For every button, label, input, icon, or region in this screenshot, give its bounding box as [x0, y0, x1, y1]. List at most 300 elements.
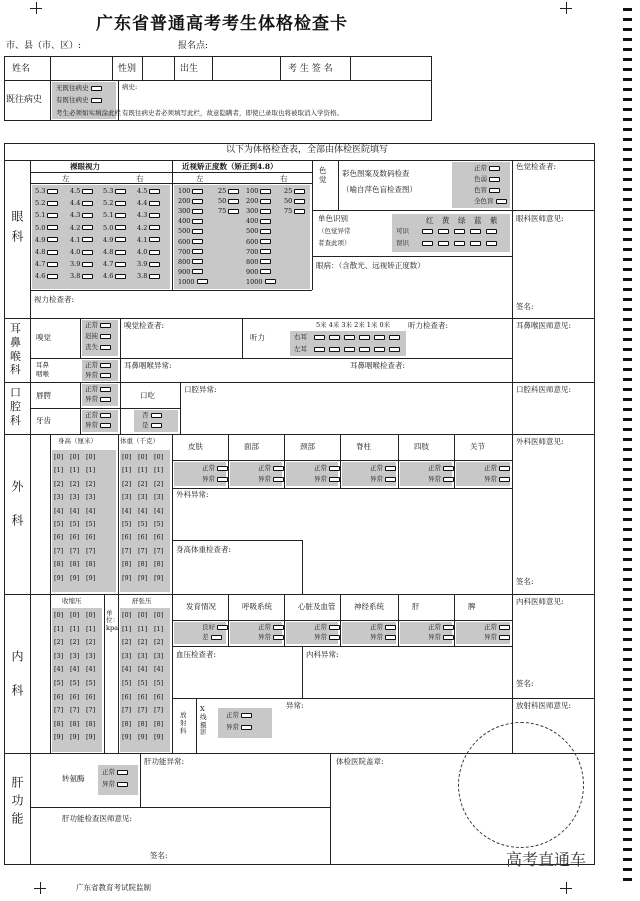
- diopter-left-option[interactable]: 500: [178, 228, 203, 235]
- systolic-digit[interactable]: [8]: [86, 719, 96, 728]
- oral-section-label: 口腔科: [10, 386, 21, 427]
- internal-option[interactable]: 异常: [428, 634, 454, 641]
- colour-vision-option[interactable]: 色盲: [474, 187, 500, 194]
- timing-mark: [623, 268, 632, 271]
- height-digit[interactable]: [4]: [86, 506, 96, 515]
- diastolic-digit[interactable]: [3]: [138, 651, 148, 660]
- weight-digit[interactable]: [5]: [138, 520, 148, 528]
- surgery-normal-option[interactable]: 正常: [202, 465, 228, 472]
- hearing-bubble[interactable]: [342, 334, 355, 341]
- diopter-right-fraction[interactable]: 50: [284, 198, 305, 205]
- surgery-normal-option[interactable]: 正常: [428, 465, 454, 472]
- internal-option[interactable]: 正常: [258, 624, 284, 631]
- weight-digit[interactable]: [6]: [138, 533, 148, 542]
- systolic-digit[interactable]: [5]: [70, 679, 80, 687]
- hearing-bubble[interactable]: [327, 346, 340, 353]
- hearing-bubble[interactable]: [372, 346, 385, 353]
- acuity-right-option[interactable]: 5.0: [103, 225, 126, 232]
- timing-mark: [623, 298, 632, 301]
- footer-label: 广东省教育考试院监制: [76, 883, 151, 892]
- acuity-left-option[interactable]: 4.9: [35, 237, 58, 244]
- alt-abnormal[interactable]: 异常: [102, 781, 128, 788]
- acuity-left-option[interactable]: 4.7: [35, 261, 58, 268]
- height-digit[interactable]: [9]: [70, 573, 80, 582]
- timing-mark: [623, 178, 632, 181]
- hearing-bubble[interactable]: [312, 334, 325, 341]
- height-digit[interactable]: [7]: [86, 546, 96, 555]
- weight-digit[interactable]: [7]: [154, 546, 164, 555]
- acuity-right-option[interactable]: 4.8: [103, 249, 126, 256]
- height-digit[interactable]: [8]: [70, 560, 80, 569]
- diopter-left-option[interactable]: 700: [178, 249, 203, 256]
- acuity-left-option[interactable]: 3.9: [70, 261, 93, 268]
- surgery-doctor-label: 外科医师意见:: [516, 437, 564, 446]
- internal-column-header: 脾: [468, 602, 476, 611]
- weight-digit[interactable]: [8]: [122, 560, 132, 569]
- acuity-right-option[interactable]: 4.7: [103, 261, 126, 268]
- diastolic-digit[interactable]: [0]: [154, 611, 164, 619]
- surgery-column-header: 面部: [244, 442, 259, 451]
- mono-bubble[interactable]: [484, 228, 497, 235]
- nt-normal[interactable]: 正常: [85, 362, 111, 369]
- hearing-ear-label: 左耳: [294, 345, 307, 353]
- diastolic-digit[interactable]: [4]: [122, 665, 132, 674]
- diastolic-digit[interactable]: [3]: [122, 651, 132, 660]
- systolic-digit[interactable]: [7]: [86, 706, 96, 715]
- oral-doctor-label: 口腔科医师意见:: [516, 385, 572, 394]
- systolic-digit[interactable]: [6]: [86, 692, 96, 701]
- height-digit[interactable]: [6]: [86, 533, 96, 542]
- internal-option[interactable]: 异常: [314, 634, 340, 641]
- hearing-bubble[interactable]: [312, 346, 325, 353]
- smell-option[interactable]: 丧失: [85, 344, 111, 351]
- lips-label: 唇腭: [36, 391, 51, 400]
- height-digit[interactable]: [5]: [54, 520, 64, 528]
- systolic-digit[interactable]: [0]: [70, 611, 80, 619]
- hearing-bubble[interactable]: [342, 346, 355, 353]
- height-digit[interactable]: [8]: [54, 560, 64, 569]
- weight-digit[interactable]: [1]: [122, 466, 132, 475]
- internal-column-header: 呼吸系统: [242, 602, 272, 611]
- mono-bubble[interactable]: [420, 240, 433, 247]
- height-digit[interactable]: [9]: [54, 573, 64, 582]
- internal-option[interactable]: 异常: [484, 634, 510, 641]
- surgery-abnormal-option[interactable]: 异常: [258, 476, 284, 483]
- mono-bubble[interactable]: [436, 228, 449, 235]
- liver-abnormal-label: 肝功能异常:: [144, 757, 185, 766]
- acuity-left-option[interactable]: 4.3: [70, 212, 93, 219]
- acuity-right-option[interactable]: 4.9: [103, 237, 126, 244]
- timing-mark: [623, 558, 632, 561]
- naked-right: 右: [136, 174, 144, 183]
- diastolic-digit[interactable]: [7]: [154, 706, 164, 715]
- stutter-yes[interactable]: 是: [142, 422, 162, 429]
- weight-digit[interactable]: [4]: [154, 506, 164, 515]
- height-digit[interactable]: [0]: [54, 453, 64, 461]
- weight-digit[interactable]: [2]: [122, 479, 132, 488]
- acuity-right-option[interactable]: 3.9: [137, 261, 160, 268]
- diopter-right-option[interactable]: 500: [246, 228, 271, 235]
- diopter-left-option[interactable]: 900: [178, 269, 203, 276]
- systolic-digit[interactable]: [4]: [54, 665, 64, 674]
- stutter-label: 口吃: [140, 391, 155, 400]
- diastolic-digit[interactable]: [0]: [138, 611, 148, 619]
- smell-option[interactable]: 正常: [85, 322, 111, 329]
- acuity-left-option[interactable]: 4.4: [70, 200, 93, 207]
- systolic-digit[interactable]: [1]: [86, 624, 96, 633]
- weight-digit[interactable]: [3]: [138, 493, 148, 502]
- timing-mark: [623, 698, 632, 701]
- diastolic-digit[interactable]: [9]: [138, 733, 148, 742]
- acuity-left-option[interactable]: 5.1: [35, 212, 58, 219]
- timing-mark: [623, 788, 632, 791]
- hearing-bubble[interactable]: [387, 334, 400, 341]
- stutter-no[interactable]: 否: [142, 412, 162, 419]
- nt-abnormal-label: 耳鼻咽喉异常:: [124, 361, 172, 370]
- weight-digit[interactable]: [4]: [122, 506, 132, 515]
- diastolic-digit[interactable]: [6]: [154, 692, 164, 701]
- weight-digit[interactable]: [5]: [154, 520, 164, 528]
- acuity-right-option[interactable]: 3.8: [137, 273, 160, 280]
- weight-digit[interactable]: [1]: [138, 466, 148, 475]
- systolic-digit[interactable]: [9]: [54, 733, 64, 742]
- height-digit[interactable]: [5]: [86, 520, 96, 528]
- internal-option[interactable]: 正常: [314, 624, 340, 631]
- diopter-left-fraction[interactable]: 75: [218, 208, 239, 215]
- weight-digit[interactable]: [0]: [154, 453, 164, 461]
- surgery-abnormal-option[interactable]: 异常: [314, 476, 340, 483]
- diopter-right-option[interactable]: 800: [246, 259, 271, 266]
- xray-abnormal[interactable]: 异常: [226, 724, 252, 731]
- internal-section-label: 内科: [10, 650, 24, 718]
- diastolic-digit[interactable]: [0]: [122, 611, 132, 619]
- height-digit[interactable]: [8]: [86, 560, 96, 569]
- oral-abnormal-label: 口腔异常:: [184, 385, 217, 394]
- diastolic-digit[interactable]: [6]: [138, 692, 148, 701]
- height-digit[interactable]: [3]: [86, 493, 96, 502]
- diopter-right-option[interactable]: 700: [246, 249, 271, 256]
- diopter-right-option[interactable]: 100: [246, 188, 271, 195]
- timing-mark: [623, 68, 632, 71]
- smell-option[interactable]: 迟钝: [85, 333, 111, 340]
- diastolic-digit[interactable]: [4]: [154, 665, 164, 674]
- timing-mark: [623, 758, 632, 761]
- weight-digit[interactable]: [3]: [122, 493, 132, 502]
- systolic-digit[interactable]: [7]: [54, 706, 64, 715]
- diopter-right-option[interactable]: 300: [246, 208, 271, 215]
- acuity-left-option[interactable]: 5.0: [35, 225, 58, 232]
- systolic-digit[interactable]: [1]: [54, 624, 64, 633]
- hearing-bubble[interactable]: [357, 334, 370, 341]
- height-digit[interactable]: [0]: [86, 453, 96, 461]
- crosshair-top-right: [560, 2, 572, 14]
- history-label: 既往病史: [6, 95, 43, 105]
- acuity-left-option[interactable]: 5.2: [35, 200, 58, 207]
- height-digit[interactable]: [4]: [70, 506, 80, 515]
- diastolic-digit[interactable]: [9]: [122, 733, 132, 742]
- timing-mark: [623, 448, 632, 451]
- colour-vision-option[interactable]: 全色盲: [474, 198, 507, 205]
- height-digit[interactable]: [6]: [54, 533, 64, 542]
- diastolic-digit[interactable]: [9]: [154, 733, 164, 742]
- height-digit[interactable]: [1]: [70, 466, 80, 475]
- internal-sign-label: 签名:: [516, 679, 534, 688]
- weight-digit[interactable]: [5]: [122, 520, 132, 528]
- timing-mark: [623, 48, 632, 51]
- acuity-right-option[interactable]: 4.4: [137, 200, 160, 207]
- timing-mark: [623, 358, 632, 361]
- mono-bubble[interactable]: [484, 240, 497, 247]
- weight-digit[interactable]: [9]: [138, 573, 148, 582]
- weight-digit[interactable]: [0]: [138, 453, 148, 461]
- acuity-left-option[interactable]: 4.8: [35, 249, 58, 256]
- mono-bubble[interactable]: [420, 228, 433, 235]
- systolic-digit[interactable]: [6]: [54, 692, 64, 701]
- hearing-examiner-label: 听力检查者:: [408, 321, 449, 330]
- acuity-left-option[interactable]: 4.6: [35, 273, 58, 280]
- height-digit[interactable]: [1]: [86, 466, 96, 475]
- mono-bubble[interactable]: [436, 240, 449, 247]
- acuity-right-option[interactable]: 5.2: [103, 200, 126, 207]
- mono-bubble[interactable]: [452, 228, 465, 235]
- diastolic-digit[interactable]: [1]: [154, 624, 164, 633]
- weight-digit[interactable]: [7]: [122, 546, 132, 555]
- diopter-left-fraction[interactable]: 50: [218, 198, 239, 205]
- diastolic-digit[interactable]: [8]: [138, 719, 148, 728]
- mono-note2: 者查此项）: [318, 239, 351, 247]
- acuity-left-option[interactable]: 4.2: [70, 225, 93, 232]
- weight-digit[interactable]: [9]: [122, 573, 132, 582]
- weight-digit[interactable]: [6]: [122, 533, 132, 542]
- teeth-normal[interactable]: 正常: [85, 412, 111, 419]
- height-digit[interactable]: [2]: [70, 479, 80, 488]
- systolic-digit[interactable]: [2]: [70, 638, 80, 647]
- diopter-right-fraction[interactable]: 75: [284, 208, 305, 215]
- systolic-digit[interactable]: [2]: [86, 638, 96, 647]
- diopter-left-option[interactable]: 100: [178, 188, 203, 195]
- timing-mark: [623, 58, 632, 61]
- systolic-digit[interactable]: [3]: [86, 651, 96, 660]
- systolic-digit[interactable]: [1]: [70, 624, 80, 633]
- internal-option[interactable]: 良好: [202, 624, 228, 631]
- name-label: 姓名: [12, 64, 31, 74]
- timing-mark: [623, 158, 632, 161]
- timing-mark: [623, 368, 632, 371]
- diopter-left-option[interactable]: 200: [178, 198, 203, 205]
- height-digit[interactable]: [2]: [54, 479, 64, 488]
- systolic-digit[interactable]: [3]: [70, 651, 80, 660]
- weight-digit[interactable]: [9]: [154, 573, 164, 582]
- height-digit[interactable]: [3]: [70, 493, 80, 502]
- timing-mark: [623, 308, 632, 311]
- height-digit[interactable]: [1]: [54, 466, 64, 475]
- acuity-right-option[interactable]: 4.5: [137, 188, 160, 195]
- systolic-digit[interactable]: [4]: [70, 665, 80, 674]
- systolic-digit[interactable]: [2]: [54, 638, 64, 647]
- diastolic-digit[interactable]: [6]: [122, 692, 132, 701]
- diastolic-digit[interactable]: [2]: [122, 638, 132, 647]
- history-opt-none[interactable]: 无既往病史: [56, 85, 102, 92]
- diopter-left-option[interactable]: 600: [178, 239, 203, 246]
- acuity-left-option[interactable]: 3.8: [70, 273, 93, 280]
- systolic-digit[interactable]: [0]: [86, 611, 96, 619]
- hearing-bubble[interactable]: [357, 346, 370, 353]
- diastolic-digit[interactable]: [4]: [138, 665, 148, 674]
- internal-option[interactable]: 差: [202, 634, 222, 641]
- diopter-right-option[interactable]: 600: [246, 239, 271, 246]
- weight-digit[interactable]: [7]: [138, 546, 148, 555]
- diastolic-digit[interactable]: [8]: [122, 719, 132, 728]
- diopter-right-option[interactable]: 1000: [246, 279, 276, 286]
- diastolic-digit[interactable]: [2]: [154, 638, 164, 647]
- internal-option[interactable]: 异常: [370, 634, 396, 641]
- acuity-right-option[interactable]: 4.2: [137, 225, 160, 232]
- acuity-left-option[interactable]: 4.5: [70, 188, 93, 195]
- weight-digit[interactable]: [6]: [154, 533, 164, 542]
- diopter-left-option[interactable]: 400: [178, 218, 203, 225]
- height-digit[interactable]: [2]: [86, 479, 96, 488]
- systolic-digit[interactable]: [5]: [54, 679, 64, 687]
- timing-mark: [623, 768, 632, 771]
- systolic-digit[interactable]: [9]: [70, 733, 80, 742]
- diastolic-digit[interactable]: [3]: [154, 651, 164, 660]
- alt-normal[interactable]: 正常: [102, 769, 128, 776]
- lips-abnormal[interactable]: 异常: [85, 396, 111, 403]
- timing-mark: [623, 468, 632, 471]
- diastolic-digit[interactable]: [5]: [122, 679, 132, 687]
- surgery-abnormal-option[interactable]: 异常: [202, 476, 228, 483]
- systolic-digit[interactable]: [9]: [86, 733, 96, 742]
- mono-bubble[interactable]: [452, 240, 465, 247]
- acuity-left-option[interactable]: 4.0: [70, 249, 93, 256]
- internal-option[interactable]: 正常: [370, 624, 396, 631]
- weight-label: 体重（千克）: [120, 437, 159, 445]
- history-opt-yes[interactable]: 有既往病史: [56, 97, 102, 104]
- diastolic-digit[interactable]: [1]: [138, 624, 148, 633]
- nt-abnormal[interactable]: 异常: [85, 372, 111, 379]
- weight-digit[interactable]: [4]: [138, 506, 148, 515]
- surgery-normal-option[interactable]: 正常: [484, 465, 510, 472]
- bp-unit-label: 单位：kpa: [106, 609, 119, 632]
- mono-note: （色觉异常: [318, 227, 351, 235]
- acuity-right-option[interactable]: 4.3: [137, 212, 160, 219]
- acuity-right-option[interactable]: 4.0: [137, 249, 160, 256]
- weight-digit[interactable]: [8]: [138, 560, 148, 569]
- height-digit[interactable]: [0]: [70, 453, 80, 461]
- diopter-left-option[interactable]: 800: [178, 259, 203, 266]
- diastolic-digit[interactable]: [1]: [122, 624, 132, 633]
- diastolic-digit[interactable]: [7]: [122, 706, 132, 715]
- weight-digit[interactable]: [2]: [138, 479, 148, 488]
- surgery-normal-option[interactable]: 正常: [370, 465, 396, 472]
- timing-mark: [623, 568, 632, 571]
- systolic-digit[interactable]: [8]: [70, 719, 80, 728]
- timing-mark: [623, 868, 632, 871]
- diopter-right-option[interactable]: 900: [246, 269, 271, 276]
- xray-normal[interactable]: 正常: [226, 712, 252, 719]
- height-digit[interactable]: [7]: [70, 546, 80, 555]
- weight-digit[interactable]: [3]: [154, 493, 164, 502]
- colour-test-label2: （喻自萍色盲检查图）: [342, 185, 417, 194]
- internal-option[interactable]: 正常: [428, 624, 454, 631]
- systolic-digit[interactable]: [7]: [70, 706, 80, 715]
- systolic-digit[interactable]: [4]: [86, 665, 96, 674]
- teeth-abnormal[interactable]: 异常: [85, 422, 111, 429]
- weight-digit[interactable]: [2]: [154, 479, 164, 488]
- systolic-digit[interactable]: [5]: [86, 679, 96, 687]
- radiology-label: 放射科: [180, 711, 187, 735]
- height-digit[interactable]: [9]: [86, 573, 96, 582]
- acuity-right-option[interactable]: 4.1: [137, 237, 160, 244]
- mono-bubble[interactable]: [468, 228, 481, 235]
- surgery-abnormal-option[interactable]: 异常: [370, 476, 396, 483]
- surgery-normal-option[interactable]: 正常: [314, 465, 340, 472]
- colour-vision-option[interactable]: 色弱: [474, 176, 500, 183]
- timing-mark: [623, 808, 632, 811]
- height-digit[interactable]: [6]: [70, 533, 80, 542]
- hearing-bubble[interactable]: [387, 346, 400, 353]
- diastolic-digit[interactable]: [5]: [154, 679, 164, 687]
- systolic-digit[interactable]: [3]: [54, 651, 64, 660]
- diopter-right-option[interactable]: 200: [246, 198, 271, 205]
- systolic-digit[interactable]: [8]: [54, 719, 64, 728]
- medical-history-label: 病史:: [122, 83, 138, 91]
- diastolic-label: 舒张压: [132, 597, 152, 605]
- diopter-right-option[interactable]: 400: [246, 218, 271, 225]
- mono-colour-header: 蓝: [474, 216, 482, 225]
- surgery-abnormal-option[interactable]: 异常: [428, 476, 454, 483]
- height-digit[interactable]: [5]: [70, 520, 80, 528]
- hearing-bubble[interactable]: [372, 334, 385, 341]
- diopter-right-fraction[interactable]: 25: [284, 188, 305, 195]
- timing-mark: [623, 138, 632, 141]
- colour-vision-option[interactable]: 正常: [474, 165, 500, 172]
- internal-option[interactable]: 正常: [484, 624, 510, 631]
- hw-examiner-label: 身高体重检查者:: [176, 545, 232, 554]
- systolic-digit[interactable]: [6]: [70, 692, 80, 701]
- weight-digit[interactable]: [8]: [154, 560, 164, 569]
- height-digit[interactable]: [4]: [54, 506, 64, 515]
- diastolic-digit[interactable]: [5]: [138, 679, 148, 687]
- xray-label: X线摄影: [200, 705, 207, 737]
- timing-mark: [623, 628, 632, 631]
- diastolic-digit[interactable]: [8]: [154, 719, 164, 728]
- diopter-left-option[interactable]: 1000: [178, 279, 208, 286]
- weight-digit[interactable]: [1]: [154, 466, 164, 475]
- height-digit[interactable]: [7]: [54, 546, 64, 555]
- surgery-normal-option[interactable]: 正常: [258, 465, 284, 472]
- diastolic-digit[interactable]: [7]: [138, 706, 148, 715]
- internal-column-header: 神经系统: [354, 602, 384, 611]
- hearing-bubble[interactable]: [327, 334, 340, 341]
- mono-bubble[interactable]: [468, 240, 481, 247]
- weight-digit[interactable]: [0]: [122, 453, 132, 461]
- systolic-digit[interactable]: [0]: [54, 611, 64, 619]
- acuity-left-option[interactable]: 4.1: [70, 237, 93, 244]
- diopter-left-option[interactable]: 300: [178, 208, 203, 215]
- surgery-abnormal-option[interactable]: 异常: [484, 476, 510, 483]
- seal-circle: [458, 722, 584, 848]
- height-digit[interactable]: [3]: [54, 493, 64, 502]
- lips-normal[interactable]: 正常: [85, 386, 111, 393]
- acuity-right-option[interactable]: 5.3: [103, 188, 126, 195]
- diopter-left-fraction[interactable]: 25: [218, 188, 239, 195]
- acuity-left-option[interactable]: 5.3: [35, 188, 58, 195]
- acuity-right-option[interactable]: 4.6: [103, 273, 126, 280]
- diastolic-digit[interactable]: [2]: [138, 638, 148, 647]
- internal-option[interactable]: 异常: [258, 634, 284, 641]
- acuity-right-option[interactable]: 5.1: [103, 212, 126, 219]
